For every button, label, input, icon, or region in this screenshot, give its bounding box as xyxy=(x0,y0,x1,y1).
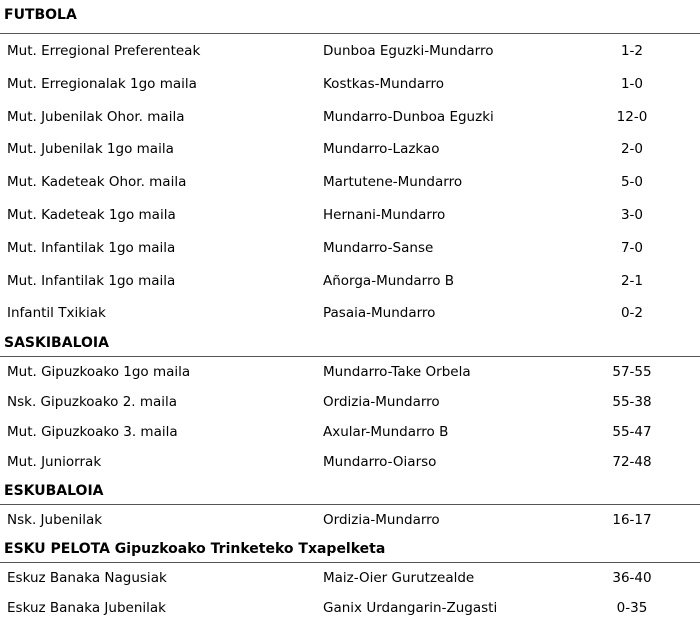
section-title: SASKIBALOIA xyxy=(0,329,700,357)
section-esku xyxy=(0,535,700,623)
result-row xyxy=(0,387,700,417)
score-cell: 1-2 xyxy=(620,43,644,59)
section-title: FUTBOLA xyxy=(0,0,700,34)
category-cell: Mut. Jubenilak 1go maila xyxy=(7,141,174,158)
score-cell: 16-17 xyxy=(612,512,652,529)
score-cell: 1-0 xyxy=(620,75,644,92)
category-cell: Nsk. Jubenilak xyxy=(7,512,103,529)
score-cell: 0-2 xyxy=(620,305,644,322)
result-row xyxy=(0,296,700,329)
result-row xyxy=(0,34,700,67)
result-row xyxy=(0,417,700,447)
match-cell: Kostkas-Mundarro xyxy=(323,75,444,92)
score-cell: 7-0 xyxy=(620,239,644,256)
score-cell: 55-47 xyxy=(612,424,652,441)
section-eskubaloia xyxy=(0,477,700,535)
match-cell: Mundarro-Lazkao xyxy=(323,141,440,158)
match-cell: Martutene-Mundarro xyxy=(323,174,463,191)
score-cell: 55-38 xyxy=(612,394,652,411)
result-row xyxy=(0,198,700,231)
result-row xyxy=(0,593,700,623)
match-cell: Hernani-Mundarro xyxy=(323,206,446,223)
score-cell: 12-0 xyxy=(616,108,648,125)
score-cell: 72-48 xyxy=(612,454,652,471)
section-title: ESKU PELOTA Gipuzkoako Trinketeko Txapelketa xyxy=(0,535,700,563)
score-cell: 3-0 xyxy=(620,206,644,223)
match-cell: Añorga-Mundarro B xyxy=(323,272,455,289)
score-cell: 2-1 xyxy=(620,272,644,289)
category-cell: Mut. Erregionalak 1go maila xyxy=(7,75,197,92)
match-cell: Dunboa Eguzki-Mundarro xyxy=(323,43,494,59)
result-row xyxy=(0,100,700,133)
category-cell: Mut. Kadeteak 1go maila xyxy=(7,206,176,223)
category-cell: Mut. Erregional Preferenteak xyxy=(7,43,201,59)
result-row xyxy=(0,231,700,264)
match-cell: Mundarro-Sanse xyxy=(323,239,434,256)
category-cell: Mut. Kadeteak Ohor. maila xyxy=(7,174,187,191)
section-title: ESKUBALOIA xyxy=(0,477,700,505)
match-cell: Pasaia-Mundarro xyxy=(323,305,436,322)
score-cell: 2-0 xyxy=(620,141,644,158)
category-cell: Mut. Juniorrak xyxy=(7,454,102,471)
score-cell: 57-55 xyxy=(612,364,652,381)
match-cell: Ordizia-Mundarro xyxy=(323,394,440,411)
result-row xyxy=(0,357,700,387)
result-row xyxy=(0,165,700,198)
result-row xyxy=(0,132,700,165)
category-cell: Mut. Jubenilak Ohor. maila xyxy=(7,108,185,125)
section-saskibaloia xyxy=(0,329,700,477)
match-cell: Ordizia-Mundarro xyxy=(323,512,440,529)
category-cell: Mut. Gipuzkoako 3. maila xyxy=(7,424,178,441)
match-cell: Axular-Mundarro B xyxy=(323,424,449,441)
score-cell: 36-40 xyxy=(612,570,652,587)
result-row xyxy=(0,505,700,535)
match-cell: Maiz-Oier Gurutzealde xyxy=(323,570,475,587)
category-cell: Mut. Gipuzkoako 1go maila xyxy=(7,364,191,381)
result-row xyxy=(0,67,700,100)
match-cell: Mundarro-Dunboa Eguzki xyxy=(323,108,494,125)
match-cell: Mundarro-Oiarso xyxy=(323,454,437,471)
score-cell: 5-0 xyxy=(620,174,644,191)
score-cell: 0-35 xyxy=(616,600,648,617)
result-row xyxy=(0,563,700,593)
result-row xyxy=(0,264,700,297)
category-cell: Eskuz Banaka Nagusiak xyxy=(7,570,167,587)
category-cell: Nsk. Gipuzkoako 2. maila xyxy=(7,394,178,411)
category-cell: Mut. Infantilak 1go maila xyxy=(7,272,176,289)
category-cell: Mut. Infantilak 1go maila xyxy=(7,239,176,256)
match-cell: Ganix Urdangarin-Zugasti xyxy=(323,600,498,617)
category-cell: Infantil Txikiak xyxy=(7,305,106,322)
result-row xyxy=(0,447,700,477)
match-cell: Mundarro-Take Orbela xyxy=(323,364,471,381)
category-cell: Eskuz Banaka Jubenilak xyxy=(7,600,166,617)
